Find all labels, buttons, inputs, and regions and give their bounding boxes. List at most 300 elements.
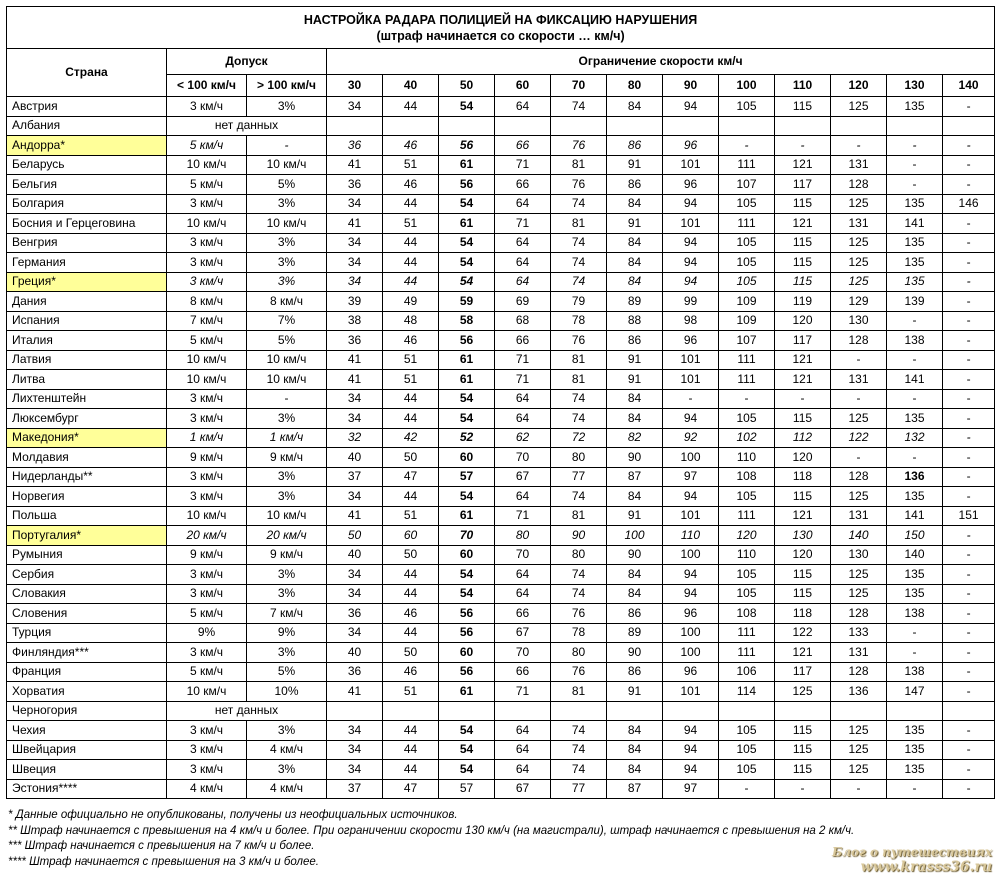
speed-value-cell-30: 41 bbox=[327, 214, 383, 234]
speed-value-cell-110: 115 bbox=[775, 253, 831, 273]
speed-value-cell-40: 44 bbox=[383, 194, 439, 214]
country-cell: Франция bbox=[7, 662, 167, 682]
speed-value-cell-100: - bbox=[719, 136, 775, 156]
tolerance-under-100-cell: 3 км/ч bbox=[167, 272, 247, 292]
speed-value-cell-80: 84 bbox=[607, 740, 663, 760]
speed-value-cell-60: 64 bbox=[495, 760, 551, 780]
speed-value-cell-50: 54 bbox=[439, 409, 495, 429]
speed-value-cell-90: 94 bbox=[663, 487, 719, 507]
table-row bbox=[7, 662, 995, 682]
subtitle-text: (штраф начинается со скорости … км/ч) bbox=[376, 28, 625, 43]
speed-value-cell-110: 121 bbox=[775, 370, 831, 390]
speed-value-cell-60: 70 bbox=[495, 448, 551, 468]
speed-value-cell-80: 86 bbox=[607, 175, 663, 195]
country-header: Страна bbox=[7, 49, 167, 97]
speed-value-cell-30: 34 bbox=[327, 565, 383, 585]
country-cell: Албания bbox=[7, 116, 167, 136]
speed-value-cell-80 bbox=[607, 701, 663, 721]
speed-value-cell-130: - bbox=[887, 643, 943, 663]
tolerance-under-100-cell: 5 км/ч bbox=[167, 604, 247, 624]
speed-value-cell-60: 71 bbox=[495, 370, 551, 390]
speed-value-cell-70: 78 bbox=[551, 623, 607, 643]
speed-value-cell-130: 135 bbox=[887, 409, 943, 429]
speed-value-cell-40: 44 bbox=[383, 760, 439, 780]
speed-value-cell-120: 128 bbox=[831, 467, 887, 487]
speed-value-cell-100: 105 bbox=[719, 409, 775, 429]
speed-value-cell-120: 140 bbox=[831, 526, 887, 546]
speed-value-cell-50: 54 bbox=[439, 233, 495, 253]
speed-value-cell-40: 49 bbox=[383, 292, 439, 312]
speed-value-cell-100: 105 bbox=[719, 253, 775, 273]
speed-value-cell-40: 50 bbox=[383, 643, 439, 663]
speed-value-cell-100: 105 bbox=[719, 487, 775, 507]
speed-value-cell-30: 34 bbox=[327, 389, 383, 409]
speed-value-cell-50: 54 bbox=[439, 584, 495, 604]
tolerance-under-100-cell: 8 км/ч bbox=[167, 292, 247, 312]
speed-value-cell-60: 67 bbox=[495, 623, 551, 643]
speed-value-cell-140: - bbox=[943, 545, 995, 565]
country-cell: Финляндия*** bbox=[7, 643, 167, 663]
speed-value-cell-70: 74 bbox=[551, 233, 607, 253]
speed-value-cell-60: 64 bbox=[495, 389, 551, 409]
speed-value-cell-50: 60 bbox=[439, 545, 495, 565]
speed-value-cell-120: 125 bbox=[831, 740, 887, 760]
speed-value-cell-140: - bbox=[943, 214, 995, 234]
table-row bbox=[7, 350, 995, 370]
speed-value-cell-90: 101 bbox=[663, 370, 719, 390]
speed-value-cell-110: 130 bbox=[775, 526, 831, 546]
speed-value-cell-100: 107 bbox=[719, 175, 775, 195]
speed-value-cell-100: - bbox=[719, 779, 775, 799]
speed-value-cell-50: 54 bbox=[439, 487, 495, 507]
tolerance-over-100-cell: 3% bbox=[247, 409, 327, 429]
radar-settings-table bbox=[6, 6, 995, 799]
speed-value-cell-130: - bbox=[887, 136, 943, 156]
tolerance-over-100-cell: 10% bbox=[247, 682, 327, 702]
speed-value-cell-140: - bbox=[943, 721, 995, 741]
speed-value-cell-110 bbox=[775, 701, 831, 721]
speed-value-cell-50: 56 bbox=[439, 331, 495, 351]
speed-value-cell-100: 105 bbox=[719, 194, 775, 214]
table-row bbox=[7, 448, 995, 468]
speed-value-cell-30: 34 bbox=[327, 721, 383, 741]
country-cell: Беларусь bbox=[7, 155, 167, 175]
speed-value-cell-30: 41 bbox=[327, 350, 383, 370]
tolerance-under-100-cell: 10 км/ч bbox=[167, 682, 247, 702]
speed-value-cell-60: 64 bbox=[495, 253, 551, 273]
country-cell: Хорватия bbox=[7, 682, 167, 702]
speed-value-cell-130: 135 bbox=[887, 272, 943, 292]
speed-value-cell-70: 74 bbox=[551, 487, 607, 507]
country-cell: Словакия bbox=[7, 584, 167, 604]
speed-value-cell-50: 54 bbox=[439, 565, 495, 585]
speed-value-cell-140 bbox=[943, 701, 995, 721]
speed-value-cell-50: 56 bbox=[439, 604, 495, 624]
speed-value-cell-60: 71 bbox=[495, 506, 551, 526]
country-cell: Турция bbox=[7, 623, 167, 643]
speed-value-cell-100: 105 bbox=[719, 760, 775, 780]
speed-value-cell-30: 34 bbox=[327, 760, 383, 780]
speed-value-cell-70: 81 bbox=[551, 350, 607, 370]
speed-value-cell-50: 61 bbox=[439, 350, 495, 370]
speed-value-cell-100: 120 bbox=[719, 526, 775, 546]
tolerance-over-100-cell: 9 км/ч bbox=[247, 448, 327, 468]
table-row bbox=[7, 565, 995, 585]
speed-value-cell-110: 115 bbox=[775, 272, 831, 292]
speed-value-cell-90: 101 bbox=[663, 506, 719, 526]
tolerance-under-100-cell: 5 км/ч bbox=[167, 662, 247, 682]
speed-value-cell-70: 81 bbox=[551, 682, 607, 702]
tolerance-under-100-cell: 20 км/ч bbox=[167, 526, 247, 546]
speed-value-cell-50: 54 bbox=[439, 721, 495, 741]
speed-value-cell-120: 125 bbox=[831, 487, 887, 507]
speed-value-cell-110: 117 bbox=[775, 175, 831, 195]
tolerance-over-100-cell: 10 км/ч bbox=[247, 506, 327, 526]
speed-value-cell-30 bbox=[327, 116, 383, 136]
speed-value-cell-50: 54 bbox=[439, 194, 495, 214]
tolerance-over-100-cell: 10 км/ч bbox=[247, 350, 327, 370]
speed-value-cell-60 bbox=[495, 116, 551, 136]
tolerance-over-100-cell: 3% bbox=[247, 253, 327, 273]
tolerance-under-100-cell: 5 км/ч bbox=[167, 136, 247, 156]
speed-value-cell-40 bbox=[383, 701, 439, 721]
country-cell: Австрия bbox=[7, 97, 167, 117]
table-row bbox=[7, 604, 995, 624]
speed-value-cell-120: 128 bbox=[831, 331, 887, 351]
speed-value-cell-50: 60 bbox=[439, 448, 495, 468]
speed-value-cell-40: 46 bbox=[383, 604, 439, 624]
speed-value-cell-100: - bbox=[719, 389, 775, 409]
tolerance-under-100-cell: 3 км/ч bbox=[167, 721, 247, 741]
speed-value-cell-140: - bbox=[943, 565, 995, 585]
speed-value-cell-60: 68 bbox=[495, 311, 551, 331]
speed-value-cell-90: 110 bbox=[663, 526, 719, 546]
speed-value-cell-130 bbox=[887, 116, 943, 136]
table-row bbox=[7, 721, 995, 741]
speed-value-cell-70 bbox=[551, 116, 607, 136]
speed-value-cell-30: 34 bbox=[327, 233, 383, 253]
speed-value-cell-90: 94 bbox=[663, 584, 719, 604]
speed-value-cell-100: 111 bbox=[719, 370, 775, 390]
speed-value-cell-120: 130 bbox=[831, 545, 887, 565]
table-row bbox=[7, 97, 995, 117]
speed-value-cell-30: 41 bbox=[327, 682, 383, 702]
speed-value-cell-100: 111 bbox=[719, 506, 775, 526]
speed-value-cell-120: 131 bbox=[831, 155, 887, 175]
speed-value-cell-80: 84 bbox=[607, 253, 663, 273]
speed-value-cell-100: 114 bbox=[719, 682, 775, 702]
speed-value-cell-100: 107 bbox=[719, 331, 775, 351]
speed-value-cell-70: 74 bbox=[551, 97, 607, 117]
speed-value-cell-70: 74 bbox=[551, 740, 607, 760]
speed-value-cell-120: 125 bbox=[831, 409, 887, 429]
speed-value-cell-80: 89 bbox=[607, 623, 663, 643]
speed-value-cell-110: 121 bbox=[775, 506, 831, 526]
speed-value-cell-100: 110 bbox=[719, 545, 775, 565]
speed-value-cell-120: 133 bbox=[831, 623, 887, 643]
tolerance-over-100-cell: 3% bbox=[247, 467, 327, 487]
speed-value-cell-80 bbox=[607, 116, 663, 136]
speed-value-cell-60: 62 bbox=[495, 428, 551, 448]
speed-value-cell-30: 36 bbox=[327, 175, 383, 195]
table-row bbox=[7, 643, 995, 663]
speed-value-cell-70: 74 bbox=[551, 760, 607, 780]
speed-value-cell-40: 46 bbox=[383, 175, 439, 195]
speed-value-cell-80: 86 bbox=[607, 604, 663, 624]
tolerance-over-100-cell: 3% bbox=[247, 233, 327, 253]
table-row bbox=[7, 292, 995, 312]
speed-value-cell-130: 135 bbox=[887, 740, 943, 760]
speed-value-cell-90: 100 bbox=[663, 623, 719, 643]
country-cell: Литва bbox=[7, 370, 167, 390]
tolerance-under-100-cell: 3 км/ч bbox=[167, 584, 247, 604]
speed-value-cell-50: 61 bbox=[439, 370, 495, 390]
speed-value-cell-70: 77 bbox=[551, 467, 607, 487]
speed-value-cell-130: 135 bbox=[887, 253, 943, 273]
table-row bbox=[7, 760, 995, 780]
speed-value-cell-60: 64 bbox=[495, 194, 551, 214]
speed-value-cell-90: 101 bbox=[663, 682, 719, 702]
speed-value-cell-60: 71 bbox=[495, 350, 551, 370]
speed-value-cell-120: - bbox=[831, 136, 887, 156]
speed-value-cell-30: 34 bbox=[327, 253, 383, 273]
speed-value-cell-100: 111 bbox=[719, 350, 775, 370]
country-cell: Италия bbox=[7, 331, 167, 351]
blog-watermark bbox=[832, 845, 992, 875]
speed-value-cell-80: 84 bbox=[607, 565, 663, 585]
speed-value-cell-110: 118 bbox=[775, 604, 831, 624]
tolerance-under-100-cell: 3 км/ч bbox=[167, 97, 247, 117]
speed-value-cell-60: 64 bbox=[495, 409, 551, 429]
speed-value-cell-80: 91 bbox=[607, 214, 663, 234]
table-row bbox=[7, 389, 995, 409]
tolerance-over-100-cell: 3% bbox=[247, 487, 327, 507]
speed-value-cell-60: 67 bbox=[495, 467, 551, 487]
speed-value-cell-90 bbox=[663, 116, 719, 136]
country-cell: Норвегия bbox=[7, 487, 167, 507]
speed-value-cell-100: 110 bbox=[719, 448, 775, 468]
speed-value-cell-40: 44 bbox=[383, 584, 439, 604]
country-cell: Словения bbox=[7, 604, 167, 624]
speed-value-cell-80: 84 bbox=[607, 584, 663, 604]
speed-value-cell-130: 132 bbox=[887, 428, 943, 448]
speed-value-cell-90: 94 bbox=[663, 233, 719, 253]
speed-value-cell-90: 96 bbox=[663, 175, 719, 195]
speed-value-cell-40: 44 bbox=[383, 623, 439, 643]
speed-value-cell-90 bbox=[663, 701, 719, 721]
speed-value-cell-110: 115 bbox=[775, 740, 831, 760]
speed-value-cell-120: 131 bbox=[831, 214, 887, 234]
speed-value-cell-90: 94 bbox=[663, 740, 719, 760]
speed-value-cell-50: 61 bbox=[439, 214, 495, 234]
speed-value-cell-30: 41 bbox=[327, 155, 383, 175]
speed-value-cell-120: - bbox=[831, 389, 887, 409]
speed-value-cell-80: 84 bbox=[607, 97, 663, 117]
tolerance-under-100-cell: 7 км/ч bbox=[167, 311, 247, 331]
speed-value-cell-100: 105 bbox=[719, 233, 775, 253]
speed-value-cell-60 bbox=[495, 701, 551, 721]
country-cell: Сербия bbox=[7, 565, 167, 585]
table-row bbox=[7, 194, 995, 214]
tolerance-over-100-cell: 7 км/ч bbox=[247, 604, 327, 624]
speed-value-cell-30 bbox=[327, 701, 383, 721]
speed-value-cell-40: 51 bbox=[383, 214, 439, 234]
speed-value-cell-30: 37 bbox=[327, 467, 383, 487]
tolerance-over-100-cell: 10 км/ч bbox=[247, 214, 327, 234]
country-cell: Люксембург bbox=[7, 409, 167, 429]
speed-value-cell-120: 136 bbox=[831, 682, 887, 702]
tolerance-over-100-cell: 8 км/ч bbox=[247, 292, 327, 312]
speed-value-cell-130: - bbox=[887, 175, 943, 195]
speed-value-cell-90: 94 bbox=[663, 760, 719, 780]
speed-value-cell-30: 34 bbox=[327, 194, 383, 214]
speed-limit-header: Ограничение скорости км/ч bbox=[327, 49, 995, 75]
speed-value-cell-100 bbox=[719, 701, 775, 721]
speed-value-cell-100: 111 bbox=[719, 155, 775, 175]
speed-value-cell-120: 131 bbox=[831, 370, 887, 390]
table-row bbox=[7, 584, 995, 604]
country-cell: Андорра* bbox=[7, 136, 167, 156]
speed-value-cell-60: 67 bbox=[495, 779, 551, 799]
speed-value-cell-80: 91 bbox=[607, 682, 663, 702]
tolerance-under-100-cell: 3 км/ч bbox=[167, 233, 247, 253]
tolerance-under-100-cell: 1 км/ч bbox=[167, 428, 247, 448]
speed-value-cell-100: 105 bbox=[719, 272, 775, 292]
speed-value-cell-120: 125 bbox=[831, 194, 887, 214]
speed-value-cell-40: 50 bbox=[383, 448, 439, 468]
speed-value-cell-80: 90 bbox=[607, 545, 663, 565]
under-100-header: < 100 км/ч bbox=[167, 75, 247, 97]
table-row bbox=[7, 311, 995, 331]
speed-value-cell-70: 81 bbox=[551, 214, 607, 234]
speed-value-cell-90: 97 bbox=[663, 779, 719, 799]
speed-value-cell-40: 44 bbox=[383, 565, 439, 585]
speed-value-cell-80: 82 bbox=[607, 428, 663, 448]
speed-value-cell-130: 147 bbox=[887, 682, 943, 702]
no-data-cell: нет данных bbox=[167, 701, 327, 721]
speed-value-cell-30: 36 bbox=[327, 136, 383, 156]
speed-value-cell-30: 36 bbox=[327, 331, 383, 351]
speed-value-cell-120: 125 bbox=[831, 233, 887, 253]
speed-value-cell-40: 60 bbox=[383, 526, 439, 546]
speed-value-cell-40: 44 bbox=[383, 409, 439, 429]
speed-value-cell-110: 115 bbox=[775, 584, 831, 604]
table-row bbox=[7, 233, 995, 253]
speed-value-cell-130: 139 bbox=[887, 292, 943, 312]
speed-value-cell-30: 32 bbox=[327, 428, 383, 448]
country-cell: Македония* bbox=[7, 428, 167, 448]
tolerance-under-100-cell: 10 км/ч bbox=[167, 350, 247, 370]
country-cell: Лихтенштейн bbox=[7, 389, 167, 409]
speed-value-cell-120: 129 bbox=[831, 292, 887, 312]
speed-value-cell-70: 74 bbox=[551, 409, 607, 429]
speed-value-cell-30: 38 bbox=[327, 311, 383, 331]
country-cell: Латвия bbox=[7, 350, 167, 370]
speed-value-cell-120 bbox=[831, 701, 887, 721]
speed-value-cell-140: - bbox=[943, 467, 995, 487]
country-cell: Румыния bbox=[7, 545, 167, 565]
tolerance-under-100-cell: 3 км/ч bbox=[167, 760, 247, 780]
speed-value-cell-80: 84 bbox=[607, 721, 663, 741]
speed-header-120: 120 bbox=[831, 75, 887, 97]
country-cell: Бельгия bbox=[7, 175, 167, 195]
table-row bbox=[7, 370, 995, 390]
speed-value-cell-80: 90 bbox=[607, 448, 663, 468]
speed-value-cell-120: 125 bbox=[831, 272, 887, 292]
speed-value-cell-130: - bbox=[887, 389, 943, 409]
table-row bbox=[7, 740, 995, 760]
speed-value-cell-140: - bbox=[943, 760, 995, 780]
tolerance-under-100-cell: 5 км/ч bbox=[167, 331, 247, 351]
tolerance-over-100-cell: 5% bbox=[247, 175, 327, 195]
table-row bbox=[7, 214, 995, 234]
speed-value-cell-90: 99 bbox=[663, 292, 719, 312]
speed-value-cell-140: - bbox=[943, 526, 995, 546]
speed-value-cell-40: 47 bbox=[383, 779, 439, 799]
speed-header-40: 40 bbox=[383, 75, 439, 97]
speed-value-cell-120: 128 bbox=[831, 604, 887, 624]
speed-value-cell-40: 44 bbox=[383, 97, 439, 117]
speed-value-cell-60: 66 bbox=[495, 175, 551, 195]
speed-value-cell-110: - bbox=[775, 389, 831, 409]
speed-value-cell-50: 56 bbox=[439, 623, 495, 643]
speed-value-cell-70 bbox=[551, 701, 607, 721]
speed-value-cell-60: 69 bbox=[495, 292, 551, 312]
tolerance-over-100-cell: 4 км/ч bbox=[247, 779, 327, 799]
speed-value-cell-120: - bbox=[831, 448, 887, 468]
speed-value-cell-30: 41 bbox=[327, 506, 383, 526]
speed-value-cell-50: 56 bbox=[439, 136, 495, 156]
tolerance-under-100-cell: 3 км/ч bbox=[167, 253, 247, 273]
tolerance-under-100-cell: 9% bbox=[167, 623, 247, 643]
speed-value-cell-120: 131 bbox=[831, 643, 887, 663]
country-cell: Молдавия bbox=[7, 448, 167, 468]
speed-value-cell-40: 44 bbox=[383, 272, 439, 292]
speed-value-cell-90: 94 bbox=[663, 409, 719, 429]
speed-value-cell-70: 81 bbox=[551, 506, 607, 526]
speed-value-cell-110: 125 bbox=[775, 682, 831, 702]
speed-value-cell-100: 108 bbox=[719, 604, 775, 624]
speed-value-cell-90: 100 bbox=[663, 448, 719, 468]
tolerance-under-100-cell: 3 км/ч bbox=[167, 409, 247, 429]
tolerance-over-100-cell: 20 км/ч bbox=[247, 526, 327, 546]
country-cell: Швеция bbox=[7, 760, 167, 780]
speed-value-cell-80: 91 bbox=[607, 370, 663, 390]
speed-value-cell-40: 44 bbox=[383, 233, 439, 253]
speed-value-cell-130: 135 bbox=[887, 565, 943, 585]
speed-value-cell-130: - bbox=[887, 623, 943, 643]
speed-value-cell-40: 44 bbox=[383, 721, 439, 741]
speed-value-cell-130: 150 bbox=[887, 526, 943, 546]
speed-value-cell-140: - bbox=[943, 350, 995, 370]
speed-value-cell-140: 151 bbox=[943, 506, 995, 526]
speed-value-cell-90: 101 bbox=[663, 155, 719, 175]
speed-value-cell-130: 135 bbox=[887, 194, 943, 214]
tolerance-under-100-cell: 5 км/ч bbox=[167, 175, 247, 195]
country-cell: Черногория bbox=[7, 701, 167, 721]
speed-value-cell-70: 76 bbox=[551, 136, 607, 156]
speed-value-cell-80: 84 bbox=[607, 760, 663, 780]
speed-value-cell-140: - bbox=[943, 97, 995, 117]
table-row bbox=[7, 526, 995, 546]
tolerance-over-100-cell: 5% bbox=[247, 331, 327, 351]
speed-value-cell-140: - bbox=[943, 311, 995, 331]
tolerance-over-100-cell: 5% bbox=[247, 662, 327, 682]
speed-value-cell-80: 84 bbox=[607, 487, 663, 507]
country-cell: Венгрия bbox=[7, 233, 167, 253]
speed-value-cell-140: 146 bbox=[943, 194, 995, 214]
table-row bbox=[7, 253, 995, 273]
